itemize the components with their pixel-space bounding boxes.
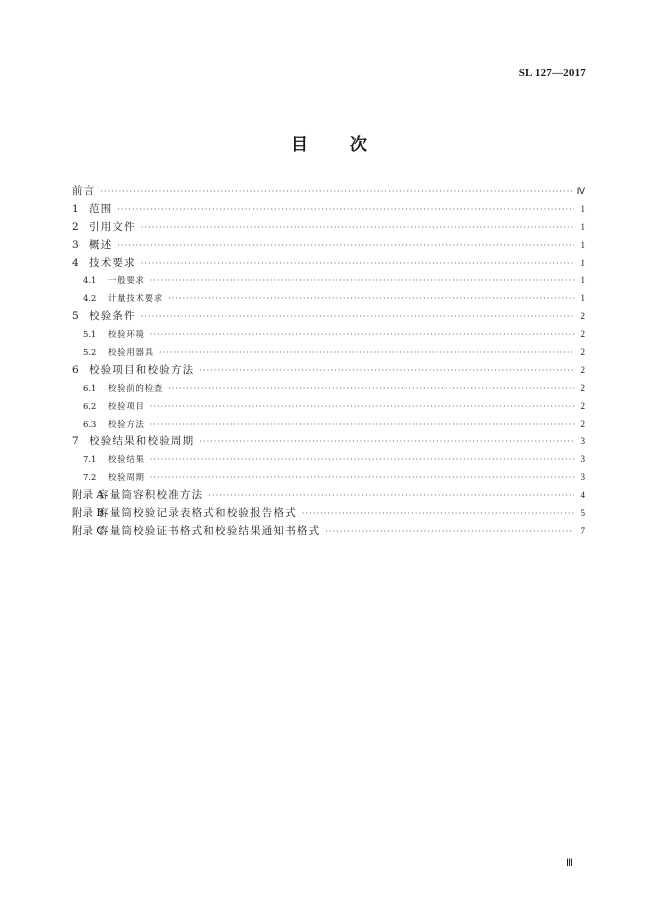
toc-entry-page: 3	[580, 454, 585, 465]
toc-entry[interactable]	[72, 201, 585, 219]
dot-leader	[150, 272, 574, 290]
toc-entry-label: 校验前的检查	[108, 382, 164, 393]
toc-entry[interactable]	[72, 219, 585, 237]
toc-entry-number: 5.1	[83, 329, 97, 340]
toc-entry-label: 容量筒校验证书格式和校验结果通知书格式	[98, 524, 321, 537]
table-of-contents	[72, 183, 585, 541]
toc-entry-page: 2	[580, 382, 585, 393]
toc-entry-number: 4.1	[83, 275, 97, 286]
toc-entry-label: 校验环境	[108, 329, 145, 340]
toc-entry[interactable]	[72, 416, 585, 434]
toc-entry-number: 附录 A	[72, 489, 104, 502]
toc-entry-label: 容量筒容积校准方法	[98, 489, 204, 502]
toc-entry-page: 4	[580, 490, 585, 501]
toc-entry-label: 容量筒校验记录表格式和校验报告格式	[98, 507, 297, 520]
toc-entry[interactable]	[72, 326, 585, 344]
toc-entry-number: 6.1	[83, 382, 97, 393]
toc-entry-number: 3	[72, 238, 79, 251]
dot-leader	[150, 451, 574, 469]
toc-entry-number: 7.2	[83, 472, 97, 483]
toc-entry-label: 技术要求	[89, 256, 136, 269]
dot-leader	[208, 487, 574, 505]
dot-leader	[199, 433, 574, 451]
toc-entry-label: 校验项目	[108, 400, 145, 411]
toc-entry-number: 附录 C	[72, 524, 105, 537]
dot-leader	[141, 308, 574, 326]
dot-leader	[117, 237, 574, 255]
dot-leader	[141, 219, 574, 237]
page-title-char-1: 目	[291, 135, 308, 155]
toc-entry-label: 校验项目和校验方法	[89, 363, 195, 376]
dot-leader	[141, 255, 574, 273]
toc-entry[interactable]	[72, 433, 585, 451]
toc-entry-page: 1	[580, 221, 585, 232]
toc-entry-number: 5.2	[83, 347, 97, 358]
toc-entry-number: 7	[72, 435, 79, 448]
toc-entry[interactable]	[72, 398, 585, 416]
toc-entry[interactable]	[72, 362, 585, 380]
dot-leader	[159, 344, 574, 362]
toc-entry[interactable]	[72, 523, 585, 541]
toc-entry-number: 2	[72, 220, 79, 233]
toc-entry-page: 1	[580, 203, 585, 214]
page-title	[0, 130, 658, 155]
toc-entry-page: 2	[580, 400, 585, 411]
toc-entry[interactable]	[72, 487, 585, 505]
toc-entry[interactable]	[72, 255, 585, 273]
dot-leader	[168, 380, 574, 398]
toc-entry-number: 7.1	[83, 454, 97, 465]
toc-entry-number: 4	[72, 256, 79, 269]
toc-entry-label: 引用文件	[89, 220, 136, 233]
toc-entry-page: 1	[580, 239, 585, 250]
toc-entry-page: 2	[580, 418, 585, 429]
toc-entry-page: 7	[580, 525, 585, 536]
toc-entry-number: 6	[72, 363, 79, 376]
toc-entry-label: 概述	[89, 238, 113, 251]
dot-leader	[150, 398, 574, 416]
toc-entry-page: 1	[580, 275, 585, 286]
toc-entry-number: 4.2	[83, 293, 97, 304]
toc-entry[interactable]	[72, 290, 585, 308]
toc-entry[interactable]	[72, 469, 585, 487]
dot-leader	[325, 523, 574, 541]
toc-entry-number: 6.2	[83, 400, 97, 411]
toc-entry-label: 计量技术要求	[108, 293, 164, 304]
dot-leader	[150, 416, 574, 434]
toc-entry[interactable]	[72, 237, 585, 255]
toc-entry-page: Ⅳ	[576, 186, 585, 196]
toc-entry-number: 附录 B	[72, 507, 105, 520]
dot-leader	[150, 326, 574, 344]
toc-entry[interactable]	[72, 451, 585, 469]
toc-entry-page: 3	[580, 436, 585, 447]
toc-entry-label: 一般要求	[108, 275, 145, 286]
toc-entry-page: 2	[580, 347, 585, 358]
dot-leader	[100, 183, 573, 201]
standard-code: SL 127—2017	[518, 67, 586, 79]
toc-entry-number: 6.3	[83, 418, 97, 429]
toc-entry-number: 1	[72, 202, 79, 215]
toc-entry-label: 校验方法	[108, 418, 145, 429]
toc-entry-number: 5	[72, 310, 79, 323]
toc-entry-label: 前言	[72, 185, 96, 197]
toc-entry-page: 2	[580, 364, 585, 375]
toc-entry-label: 范围	[89, 202, 113, 215]
dot-leader	[150, 469, 574, 487]
page-title-char-2: 次	[350, 135, 367, 155]
toc-entry[interactable]	[72, 380, 585, 398]
dot-leader	[168, 290, 574, 308]
toc-entry-page: 1	[580, 257, 585, 268]
toc-entry[interactable]	[72, 344, 585, 362]
page-number: Ⅲ	[566, 858, 573, 869]
toc-entry-page: 5	[580, 508, 585, 519]
toc-entry-label: 校验用器具	[108, 347, 154, 358]
dot-leader	[199, 362, 574, 380]
dot-leader	[117, 201, 574, 219]
toc-entry-label: 校验条件	[89, 310, 136, 323]
toc-entry-label: 校验结果和校验周期	[89, 435, 195, 448]
toc-entry[interactable]	[72, 505, 585, 523]
toc-entry-label: 校验周期	[108, 472, 145, 483]
toc-entry-page: 2	[580, 311, 585, 322]
toc-entry[interactable]	[72, 183, 585, 201]
toc-entry-page: 1	[580, 293, 585, 304]
toc-entry-page: 2	[580, 329, 585, 340]
dot-leader	[302, 505, 574, 523]
toc-entry[interactable]	[72, 308, 585, 326]
toc-entry-page: 3	[580, 472, 585, 483]
toc-entry[interactable]	[72, 272, 585, 290]
toc-entry-label: 校验结果	[108, 454, 145, 465]
